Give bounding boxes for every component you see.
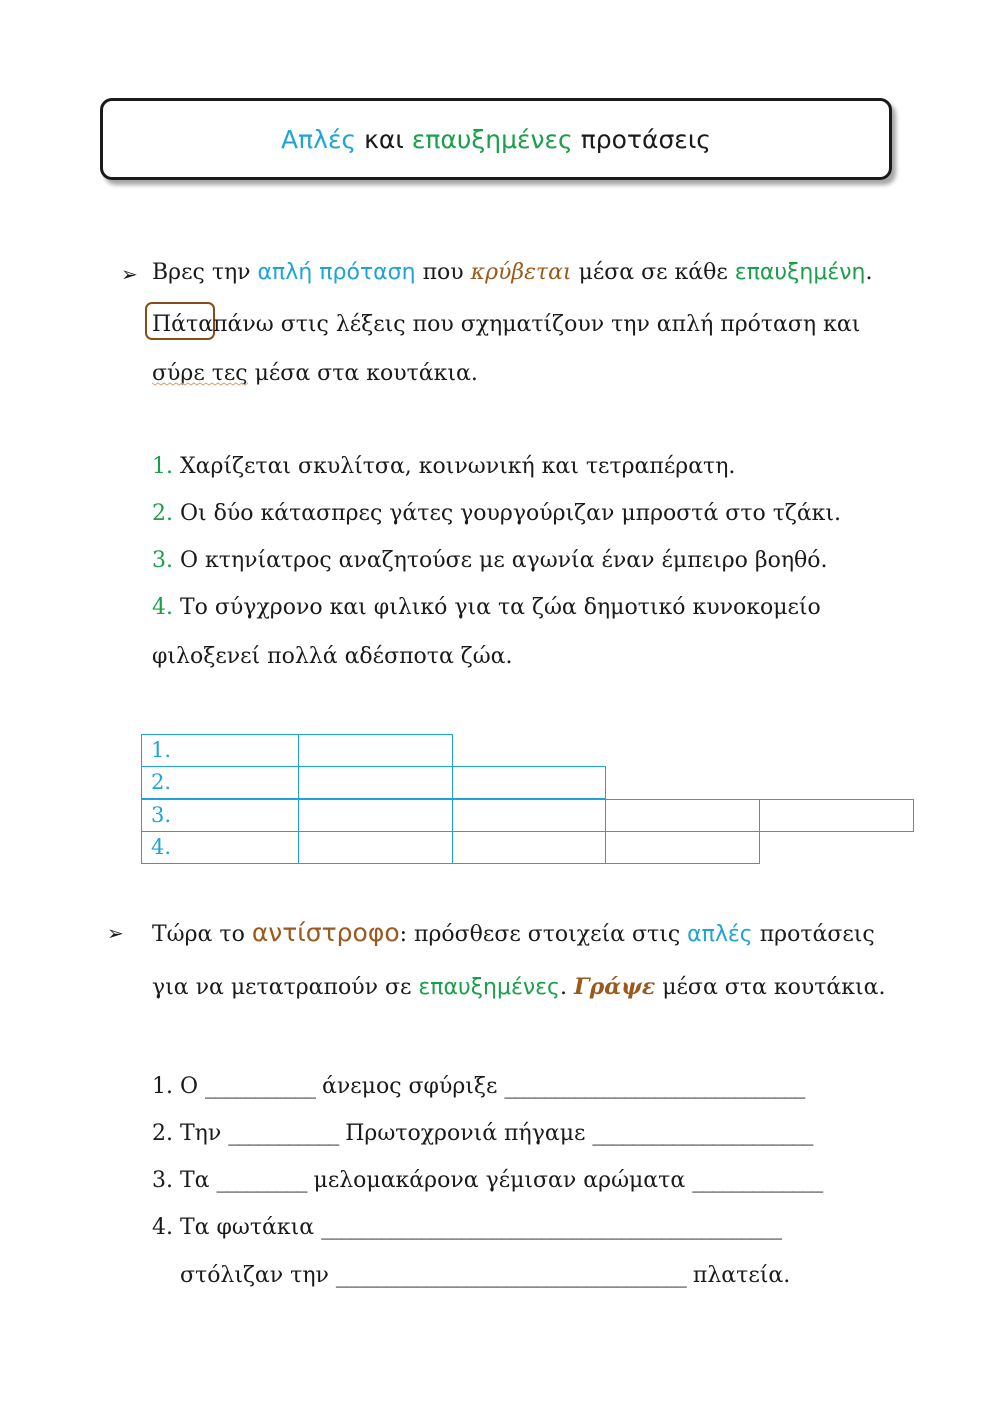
task1-hidden: κρύβεται bbox=[470, 260, 572, 285]
drop-cell[interactable] bbox=[452, 831, 606, 864]
fill-blank[interactable]: ______________________________ bbox=[504, 1074, 805, 1099]
fill-text: 3. Τα bbox=[152, 1168, 210, 1193]
task2-text: μέσα στα κουτάκια. bbox=[662, 975, 886, 1000]
grid-row-label: 1. bbox=[141, 734, 299, 767]
fill-line bbox=[152, 1170, 822, 1192]
drop-cell[interactable] bbox=[298, 831, 453, 864]
drop-cell[interactable] bbox=[298, 799, 453, 832]
task1-line3-text: μέσα στα κουτάκια. bbox=[254, 361, 478, 386]
fill-text: 4. Τα φωτάκια bbox=[152, 1215, 315, 1240]
fill-blank[interactable]: ______________________ bbox=[592, 1121, 813, 1146]
sentence-text[interactable]: Χαρίζεται σκυλίτσα, κοινωνική και τετραπέρατη. bbox=[180, 454, 736, 479]
fill-text: μελομακάρονα γέμισαν αρώματα bbox=[313, 1168, 686, 1193]
sentence-item[interactable] bbox=[152, 503, 841, 525]
sentence-number: 2. bbox=[152, 501, 173, 526]
fill-blank[interactable]: ___________ bbox=[205, 1074, 316, 1099]
sentence-number: 1. bbox=[152, 454, 173, 479]
bullet-arrow-icon: ➢ bbox=[121, 262, 138, 286]
task2-text: : πρόσθεσε στοιχεία στις bbox=[399, 922, 681, 947]
fill-text: πλατεία. bbox=[692, 1263, 791, 1288]
sentence-text[interactable]: Ο κτηνίατρος αναζητούσε με αγωνία έναν έμπειρο βοηθό. bbox=[180, 548, 828, 573]
task1-syre: σύρε τες bbox=[152, 361, 248, 386]
task2-text: Τώρα το bbox=[152, 922, 245, 947]
task2-line1 bbox=[152, 920, 875, 946]
fill-blank[interactable]: _________ bbox=[216, 1168, 307, 1193]
drop-cell[interactable] bbox=[452, 766, 606, 799]
task2-simple: απλές bbox=[687, 922, 753, 947]
task1-line2-text: πάνω στις λέξεις που σχηματίζουν την απλή πρόταση και bbox=[213, 312, 861, 337]
fill-line bbox=[152, 1123, 812, 1145]
task1-text: που bbox=[422, 260, 464, 285]
sentence-item-continued[interactable]: φιλοξενεί πολλά αδέσποτα ζώα. bbox=[152, 644, 513, 669]
task1-line2 bbox=[152, 314, 860, 336]
drop-cell[interactable] bbox=[298, 734, 453, 767]
bullet-arrow-icon: ➢ bbox=[107, 921, 124, 945]
fill-blank[interactable]: _____________ bbox=[692, 1168, 823, 1193]
fill-blank[interactable]: ___________________________________ bbox=[335, 1263, 686, 1288]
fill-line bbox=[152, 1217, 781, 1239]
task1-text: Βρες την bbox=[152, 260, 251, 285]
sentence-item[interactable] bbox=[152, 597, 821, 619]
task2-reverse: αντίστροφο bbox=[251, 918, 400, 947]
task2-text: προτάσεις bbox=[759, 922, 875, 947]
title-word-simple: Απλές bbox=[281, 124, 357, 154]
task2-line2 bbox=[152, 976, 885, 999]
task1-simple-sentence: απλή πρόταση bbox=[257, 260, 416, 285]
fill-text: 1. Ο bbox=[152, 1074, 199, 1099]
fill-line bbox=[152, 1076, 804, 1098]
task2-text: για να μετατραπούν σε bbox=[152, 975, 412, 1000]
drop-cell[interactable] bbox=[452, 799, 606, 832]
title-word-sentences: προτάσεις bbox=[580, 124, 711, 154]
task2-extended: επαυξημένες bbox=[418, 975, 560, 1000]
sentence-item[interactable] bbox=[152, 550, 828, 572]
sentence-number: 3. bbox=[152, 548, 173, 573]
grid-row-label: 2. bbox=[141, 766, 299, 799]
fill-text: στόλιζαν την bbox=[180, 1263, 329, 1288]
fill-text: 2. Την bbox=[152, 1121, 222, 1146]
title-word-extended: επαυξημένες bbox=[411, 124, 573, 154]
sentence-text[interactable]: Το σύγχρονο και φιλικό για τα ζώα δημοτικό κυνοκομείο bbox=[180, 595, 821, 620]
sentence-number: 4. bbox=[152, 595, 173, 620]
task2-write: Γράψε bbox=[573, 974, 656, 1000]
task1-period: . bbox=[865, 260, 873, 285]
drop-cell[interactable] bbox=[605, 799, 760, 832]
fill-line bbox=[180, 1265, 790, 1287]
drop-cell[interactable] bbox=[605, 831, 760, 864]
fill-blank[interactable]: ______________________________________________ bbox=[321, 1215, 782, 1240]
fill-blank[interactable]: ___________ bbox=[228, 1121, 339, 1146]
task2-period: . bbox=[559, 975, 567, 1000]
task1-line1 bbox=[152, 262, 873, 284]
title-box bbox=[100, 98, 892, 180]
drop-cell[interactable] bbox=[298, 766, 453, 799]
grid-row-label: 4. bbox=[141, 831, 299, 864]
fill-text: Πρωτοχρονιά πήγαμε bbox=[345, 1121, 586, 1146]
fill-text: άνεμος σφύριξε bbox=[322, 1074, 498, 1099]
task1-extended: επαυξημένη bbox=[734, 260, 866, 285]
sentence-text[interactable]: Οι δύο κάτασπρες γάτες γουργούριζαν μπροστά στο τζάκι. bbox=[180, 501, 842, 526]
task1-pata: Πάτα bbox=[152, 312, 214, 337]
title-word-and: και bbox=[364, 124, 404, 154]
sentence-item[interactable] bbox=[152, 456, 735, 478]
task1-text: μέσα σε κάθε bbox=[578, 260, 728, 285]
spellcheck-underline bbox=[152, 381, 248, 386]
drop-cell[interactable] bbox=[759, 799, 914, 832]
grid-row-label: 3. bbox=[141, 799, 299, 832]
